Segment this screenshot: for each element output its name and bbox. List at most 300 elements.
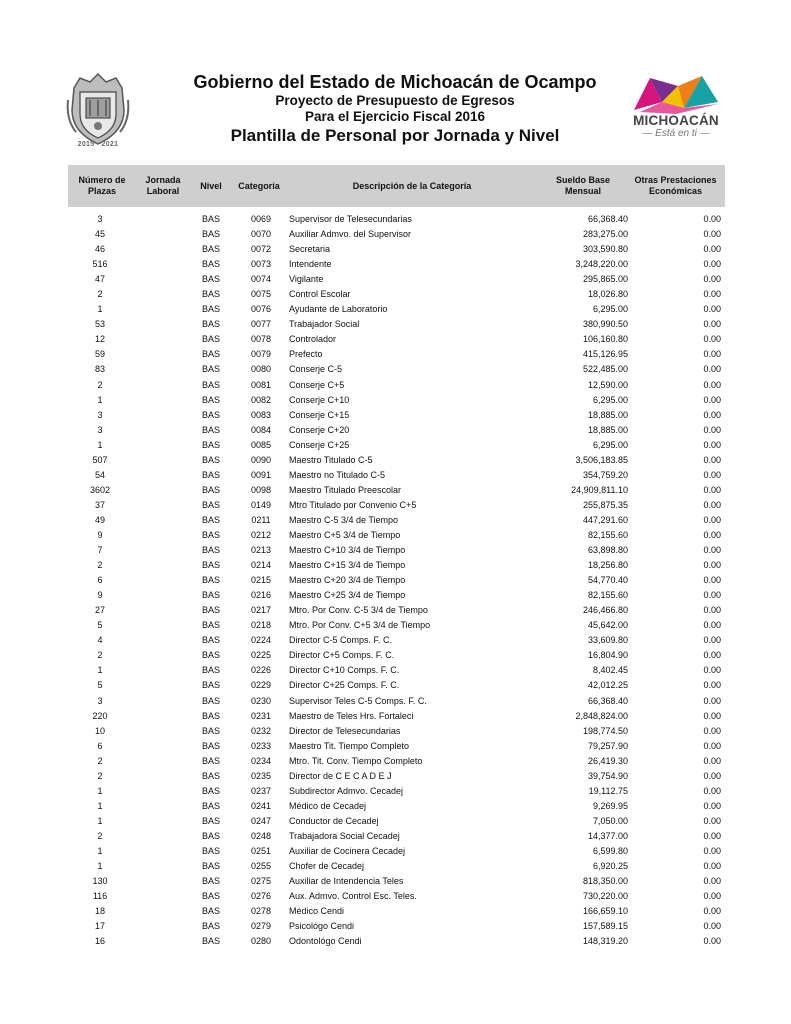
- cell-nivel: BAS: [201, 740, 220, 751]
- cell-descripcion: Mtro Titulado por Convenio C+5: [289, 499, 417, 510]
- cell-otras: 0.00: [703, 439, 721, 450]
- cell-otras: 0.00: [703, 364, 721, 375]
- cell-sueldo: 730,220.00: [582, 891, 628, 902]
- table-row: [0, 859, 791, 874]
- cell-plazas: 9: [97, 590, 103, 601]
- page-header: [0, 0, 791, 160]
- cell-sueldo: 16,804.90: [587, 650, 628, 661]
- cell-nivel: BAS: [201, 560, 220, 571]
- cell-nivel: BAS: [201, 304, 220, 315]
- cell-nivel: BAS: [201, 665, 220, 676]
- cell-otras: 0.00: [703, 605, 721, 616]
- cell-descripcion: Director C+10 Comps. F. C.: [289, 665, 400, 676]
- cell-descripcion: Trabajadora Social Cecadej: [289, 830, 400, 841]
- cell-descripcion: Director C-5 Comps. F. C.: [289, 635, 393, 646]
- cell-plazas: 3602: [89, 484, 111, 495]
- cell-descripcion: Director de Telesecundarias: [289, 725, 401, 736]
- table-row: [0, 212, 791, 227]
- cell-categoria: 0072: [250, 244, 272, 255]
- cell-plazas: 2: [97, 830, 103, 841]
- col-header-jornada: Jornada Laboral: [145, 175, 181, 196]
- cell-descripcion: Médico Cendi: [289, 906, 345, 917]
- cell-categoria: 0081: [250, 379, 272, 390]
- cell-categoria: 0278: [250, 906, 272, 917]
- cell-nivel: BAS: [201, 755, 220, 766]
- cell-nivel: BAS: [201, 680, 220, 691]
- cell-categoria: 0084: [250, 424, 272, 435]
- cell-plazas: 2: [97, 650, 103, 661]
- cell-sueldo: 3,248,220.00: [575, 259, 628, 270]
- cell-descripcion: Supervisor de Telesecundarias: [289, 214, 412, 224]
- cell-sueldo: 255,875.35: [582, 499, 628, 510]
- cell-sueldo: 54,770.40: [587, 575, 628, 586]
- cell-plazas: 1: [97, 815, 103, 826]
- cell-categoria: 0215: [250, 575, 272, 586]
- cell-otras: 0.00: [703, 695, 721, 706]
- cell-descripcion: Control Escolar: [289, 289, 351, 300]
- cell-categoria: 0211: [251, 514, 271, 525]
- cell-otras: 0.00: [703, 575, 721, 586]
- cell-sueldo: 415,126.95: [582, 349, 628, 360]
- cell-nivel: BAS: [201, 800, 220, 811]
- cell-categoria: 0248: [250, 830, 272, 841]
- cell-sueldo: 45,642.00: [587, 620, 628, 631]
- table-row: [0, 227, 791, 242]
- cell-nivel: BAS: [201, 349, 220, 360]
- cell-sueldo: 18,885.00: [587, 424, 628, 435]
- cell-plazas: 4: [97, 635, 103, 646]
- table-row: [0, 317, 791, 332]
- cell-otras: 0.00: [703, 891, 721, 902]
- cell-descripcion: Conserje C+15: [289, 409, 350, 420]
- cell-descripcion: Maestro C-5 3/4 de Tiempo: [289, 514, 399, 525]
- cell-descripcion: Auxiliar Admvo. del Supervisor: [289, 229, 412, 240]
- page-subtitle-3: Plantilla de Personal por Jornada y Nivel: [230, 126, 560, 145]
- cell-sueldo: 14,377.00: [587, 830, 628, 841]
- cell-plazas: 3: [97, 424, 103, 435]
- cell-plazas: 1: [97, 845, 103, 856]
- col-header-plazas: Número de Plazas: [78, 175, 126, 196]
- cell-descripcion: Psicológo Cendi: [289, 921, 355, 932]
- cell-nivel: BAS: [201, 635, 220, 646]
- cell-categoria: 0077: [250, 319, 272, 330]
- cell-descripcion: Chofer de Cecadej: [289, 861, 365, 872]
- cell-plazas: 3: [97, 695, 103, 706]
- cell-descripcion: Aux. Admvo. Control Esc. Teles.: [289, 891, 417, 902]
- table-row: [0, 633, 791, 648]
- cell-descripcion: Director C+5 Comps. F. C.: [289, 650, 395, 661]
- cell-descripcion: Maestro C+25 3/4 de Tiempo: [289, 590, 406, 601]
- cell-descripcion: Mtro. Tit. Conv. Tiempo Completo: [289, 755, 423, 766]
- cell-otras: 0.00: [703, 304, 721, 315]
- table-row: [0, 603, 791, 618]
- cell-otras: 0.00: [703, 620, 721, 631]
- cell-sueldo: 295,865.00: [582, 274, 628, 285]
- cell-categoria: 0275: [250, 876, 272, 887]
- cell-sueldo: 106,160.80: [582, 334, 628, 345]
- cell-otras: 0.00: [703, 921, 721, 932]
- cell-nivel: BAS: [201, 605, 220, 616]
- cell-nivel: BAS: [201, 274, 220, 285]
- table-body: [0, 212, 791, 949]
- cell-sueldo: 303,590.80: [582, 244, 628, 255]
- cell-plazas: 18: [94, 906, 105, 917]
- cell-sueldo: 522,485.00: [582, 364, 628, 375]
- cell-nivel: BAS: [201, 229, 220, 240]
- table-row: [0, 528, 791, 543]
- cell-descripcion: Ayudante de Laboratorio: [289, 304, 388, 315]
- cell-categoria: 0080: [250, 364, 272, 375]
- cell-categoria: 0226: [250, 665, 272, 676]
- cell-plazas: 5: [97, 680, 103, 691]
- cell-plazas: 1: [97, 861, 103, 872]
- cell-categoria: 0212: [250, 529, 272, 540]
- cell-otras: 0.00: [703, 755, 721, 766]
- cell-categoria: 0234: [250, 755, 272, 766]
- table-row: [0, 438, 791, 453]
- cell-otras: 0.00: [703, 424, 721, 435]
- cell-sueldo: 148,319.20: [582, 936, 628, 947]
- cell-descripcion: Maestro de Teles Hrs. Fortaleci: [289, 710, 414, 721]
- cell-otras: 0.00: [703, 349, 721, 360]
- cell-nivel: BAS: [201, 289, 220, 300]
- table-row: [0, 663, 791, 678]
- cell-nivel: BAS: [201, 499, 220, 510]
- cell-categoria: 0229: [250, 680, 272, 691]
- table-row: [0, 408, 791, 423]
- cell-plazas: 17: [94, 921, 105, 932]
- col-header-categoria: Categoría: [238, 180, 280, 191]
- cell-sueldo: 6,295.00: [592, 394, 628, 405]
- cell-nivel: BAS: [201, 845, 220, 856]
- cell-sueldo: 6,295.00: [592, 304, 628, 315]
- cell-categoria: 0241: [250, 800, 272, 811]
- cell-sueldo: 18,026.80: [587, 289, 628, 300]
- cell-categoria: 0280: [250, 936, 272, 947]
- table-row: [0, 648, 791, 663]
- cell-descripcion: Odontológo Cendi: [289, 936, 362, 947]
- cell-plazas: 516: [92, 259, 108, 270]
- cell-categoria: 0078: [250, 334, 272, 345]
- cell-categoria: 0255: [250, 861, 272, 872]
- table-row: [0, 694, 791, 709]
- cell-sueldo: 18,256.80: [587, 560, 628, 571]
- cell-sueldo: 19,112.75: [588, 785, 628, 796]
- table-row: [0, 678, 791, 693]
- cell-otras: 0.00: [703, 379, 721, 390]
- col-header-sueldo: Sueldo Base Mensual: [555, 175, 611, 196]
- cell-otras: 0.00: [703, 800, 721, 811]
- cell-sueldo: 82,155.60: [587, 590, 628, 601]
- cell-plazas: 9: [97, 529, 103, 540]
- cell-categoria: 0276: [250, 891, 272, 902]
- cell-sueldo: 818,350.00: [582, 876, 628, 887]
- cell-sueldo: 79,257.90: [587, 740, 628, 751]
- cell-sueldo: 26,419.30: [587, 755, 628, 766]
- cell-descripcion: Maestro Tit. Tiempo Completo: [289, 740, 410, 751]
- cell-otras: 0.00: [703, 289, 721, 300]
- cell-categoria: 0085: [250, 439, 272, 450]
- cell-nivel: BAS: [201, 590, 220, 601]
- table-row: [0, 453, 791, 468]
- cell-plazas: 6: [97, 740, 103, 751]
- cell-nivel: BAS: [201, 906, 220, 917]
- cell-plazas: 6: [97, 575, 103, 586]
- table-row: [0, 588, 791, 603]
- table-row: [0, 513, 791, 528]
- cell-otras: 0.00: [703, 229, 721, 240]
- cell-descripcion: Mtro. Por Conv. C-5 3/4 de Tiempo: [289, 605, 428, 616]
- cell-plazas: 2: [97, 560, 103, 571]
- cell-plazas: 2: [97, 755, 103, 766]
- cell-plazas: 2: [97, 379, 103, 390]
- table-row: [0, 302, 791, 317]
- cell-descripcion: Secretaria: [289, 244, 331, 255]
- table-row: [0, 378, 791, 393]
- cell-plazas: 49: [94, 514, 105, 525]
- cell-otras: 0.00: [703, 680, 721, 691]
- cell-sueldo: 63,898.80: [587, 545, 628, 556]
- cell-sueldo: 6,599.80: [592, 845, 628, 856]
- page-subtitle-1: Proyecto de Presupuesto de Egresos: [275, 93, 515, 108]
- table-row: [0, 618, 791, 633]
- cell-descripcion: Vigilante: [289, 274, 324, 285]
- table-row: [0, 904, 791, 919]
- seal-years: 2015 - 2021: [77, 141, 119, 148]
- table-row: [0, 739, 791, 754]
- table-row: [0, 874, 791, 889]
- cell-otras: 0.00: [703, 845, 721, 856]
- table-row: [0, 573, 791, 588]
- cell-descripcion: Subdirector Admvo. Cecadej: [289, 785, 404, 796]
- cell-nivel: BAS: [201, 710, 220, 721]
- cell-otras: 0.00: [703, 876, 721, 887]
- table-row: [0, 814, 791, 829]
- cell-nivel: BAS: [201, 334, 220, 345]
- cell-plazas: 1: [97, 800, 103, 811]
- table-row: [0, 829, 791, 844]
- cell-descripcion: Conserje C-5: [289, 364, 343, 375]
- cell-sueldo: 66,368.40: [587, 695, 628, 706]
- cell-otras: 0.00: [703, 259, 721, 270]
- cell-otras: 0.00: [703, 830, 721, 841]
- cell-otras: 0.00: [703, 484, 721, 495]
- cell-plazas: 3: [97, 214, 103, 224]
- cell-descripcion: Conserje C+20: [289, 424, 350, 435]
- cell-nivel: BAS: [201, 695, 220, 706]
- cell-nivel: BAS: [201, 379, 220, 390]
- cell-plazas: 59: [94, 349, 105, 360]
- cell-descripcion: Mtro. Por Conv. C+5 3/4 de Tiempo: [289, 620, 431, 631]
- cell-nivel: BAS: [201, 454, 220, 465]
- cell-descripcion: Maestro Titulado Preescolar: [289, 484, 402, 495]
- cell-nivel: BAS: [201, 921, 220, 932]
- cell-otras: 0.00: [703, 469, 721, 480]
- cell-otras: 0.00: [703, 725, 721, 736]
- table-header: [68, 165, 725, 207]
- cell-descripcion: Médico de Cecadej: [289, 800, 367, 811]
- cell-descripcion: Conserje C+5: [289, 379, 345, 390]
- cell-nivel: BAS: [201, 439, 220, 450]
- cell-sueldo: 354,759.20: [582, 469, 628, 480]
- cell-nivel: BAS: [201, 244, 220, 255]
- cell-sueldo: 6,920.25: [592, 861, 628, 872]
- table-row: [0, 934, 791, 949]
- cell-categoria: 0214: [250, 560, 272, 571]
- cell-nivel: BAS: [201, 545, 220, 556]
- cell-otras: 0.00: [703, 635, 721, 646]
- cell-sueldo: 24,909,811.10: [571, 484, 628, 495]
- title-block: [180, 72, 610, 147]
- cell-descripcion: Conductor de Cecadej: [289, 815, 379, 826]
- cell-sueldo: 7,050.00: [592, 815, 628, 826]
- cell-nivel: BAS: [201, 770, 220, 781]
- cell-sueldo: 157,589.15: [582, 921, 628, 932]
- table-row: [0, 889, 791, 904]
- cell-plazas: 7: [97, 545, 103, 556]
- cell-sueldo: 166,659.10: [582, 906, 628, 917]
- cell-otras: 0.00: [703, 740, 721, 751]
- cell-sueldo: 2,848,824.00: [575, 710, 628, 721]
- cell-nivel: BAS: [201, 650, 220, 661]
- cell-otras: 0.00: [703, 560, 721, 571]
- cell-plazas: 16: [94, 936, 105, 947]
- cell-categoria: 0225: [250, 650, 272, 661]
- cell-descripcion: Supervisor Teles C-5 Comps. F. C.: [289, 695, 427, 706]
- cell-sueldo: 380,990.50: [582, 319, 628, 330]
- table-row: [0, 543, 791, 558]
- cell-sueldo: 6,295.00: [592, 439, 628, 450]
- cell-categoria: 0079: [250, 349, 272, 360]
- cell-plazas: 10: [94, 725, 105, 736]
- cell-otras: 0.00: [703, 936, 721, 947]
- cell-categoria: 0230: [250, 695, 272, 706]
- cell-otras: 0.00: [703, 394, 721, 405]
- cell-otras: 0.00: [703, 650, 721, 661]
- cell-nivel: BAS: [201, 319, 220, 330]
- table-row: [0, 362, 791, 377]
- cell-descripcion: Maestro Titulado C-5: [289, 454, 373, 465]
- cell-descripcion: Controlador: [289, 334, 337, 345]
- cell-categoria: 0217: [250, 605, 272, 616]
- cell-descripcion: Trabajador Social: [289, 319, 360, 330]
- cell-otras: 0.00: [703, 274, 721, 285]
- cell-otras: 0.00: [703, 770, 721, 781]
- cell-otras: 0.00: [703, 514, 721, 525]
- cell-descripcion: Intendente: [289, 259, 332, 270]
- cell-sueldo: 447,291.60: [582, 514, 628, 525]
- cell-plazas: 1: [97, 439, 103, 450]
- cell-descripcion: Director de C E C A D E J: [289, 770, 392, 781]
- cell-nivel: BAS: [201, 620, 220, 631]
- cell-plazas: 47: [94, 274, 105, 285]
- cell-plazas: 27: [94, 605, 105, 616]
- cell-plazas: 1: [97, 394, 103, 405]
- cell-otras: 0.00: [703, 409, 721, 420]
- cell-nivel: BAS: [201, 259, 220, 270]
- cell-nivel: BAS: [201, 785, 220, 796]
- cell-categoria: 0073: [250, 259, 272, 270]
- cell-descripcion: Maestro C+15 3/4 de Tiempo: [289, 560, 406, 571]
- cell-plazas: 2: [97, 289, 103, 300]
- cell-plazas: 83: [94, 364, 105, 375]
- cell-sueldo: 18,885.00: [587, 409, 628, 420]
- cell-nivel: BAS: [201, 936, 220, 947]
- cell-nivel: BAS: [201, 214, 220, 224]
- cell-categoria: 0216: [250, 590, 272, 601]
- cell-categoria: 0091: [250, 469, 272, 480]
- cell-nivel: BAS: [201, 891, 220, 902]
- cell-categoria: 0279: [250, 921, 272, 932]
- cell-nivel: BAS: [201, 861, 220, 872]
- cell-plazas: 116: [92, 891, 108, 902]
- cell-plazas: 1: [97, 665, 103, 676]
- table-row: [0, 423, 791, 438]
- cell-nivel: BAS: [201, 876, 220, 887]
- cell-categoria: 0083: [250, 409, 272, 420]
- cell-categoria: 0233: [250, 740, 272, 751]
- cell-categoria: 0082: [250, 394, 272, 405]
- cell-plazas: 37: [94, 499, 105, 510]
- table-row: [0, 332, 791, 347]
- page-title: Gobierno del Estado de Michoacán de Ocampo: [193, 72, 597, 92]
- cell-categoria: 0098: [250, 484, 272, 495]
- cell-descripcion: Maestro no Titulado C-5: [289, 469, 386, 480]
- cell-sueldo: 42,012.25: [587, 680, 628, 691]
- cell-categoria: 0213: [250, 545, 272, 556]
- cell-plazas: 507: [92, 454, 108, 465]
- page-subtitle-2: Para el Ejercicio Fiscal 2016: [304, 109, 486, 124]
- table-row: [0, 468, 791, 483]
- cell-sueldo: 283,275.00: [582, 229, 628, 240]
- cell-plazas: 220: [92, 710, 108, 721]
- cell-categoria: 0231: [250, 710, 272, 721]
- cell-categoria: 0075: [250, 289, 272, 300]
- cell-nivel: BAS: [201, 469, 220, 480]
- cell-nivel: BAS: [201, 575, 220, 586]
- cell-sueldo: 198,774.50: [582, 725, 628, 736]
- cell-otras: 0.00: [703, 454, 721, 465]
- cell-nivel: BAS: [201, 424, 220, 435]
- cell-otras: 0.00: [703, 785, 721, 796]
- cell-nivel: BAS: [201, 409, 220, 420]
- cell-sueldo: 33,609.80: [587, 635, 628, 646]
- cell-otras: 0.00: [703, 244, 721, 255]
- table-row: [0, 754, 791, 769]
- table-row: [0, 724, 791, 739]
- cell-sueldo: 9,269.95: [592, 800, 628, 811]
- col-header-nivel: Nivel: [200, 180, 222, 191]
- cell-plazas: 2: [97, 770, 103, 781]
- cell-otras: 0.00: [703, 529, 721, 540]
- cell-plazas: 45: [94, 229, 105, 240]
- cell-descripcion: Maestro C+10 3/4 de Tiempo: [289, 545, 406, 556]
- cell-plazas: 54: [94, 469, 105, 480]
- table-row: [0, 287, 791, 302]
- cell-nivel: BAS: [201, 514, 220, 525]
- cell-categoria: 0069: [250, 214, 272, 224]
- table-row: [0, 242, 791, 257]
- table-row: [0, 393, 791, 408]
- cell-plazas: 1: [97, 785, 103, 796]
- cell-plazas: 130: [92, 876, 108, 887]
- cell-categoria: 0070: [250, 229, 272, 240]
- cell-nivel: BAS: [201, 484, 220, 495]
- cell-categoria: 0224: [250, 635, 272, 646]
- cell-categoria: 0090: [250, 454, 272, 465]
- col-header-descripcion: Descripción de la Categoría: [352, 180, 472, 191]
- cell-categoria: 0076: [250, 304, 272, 315]
